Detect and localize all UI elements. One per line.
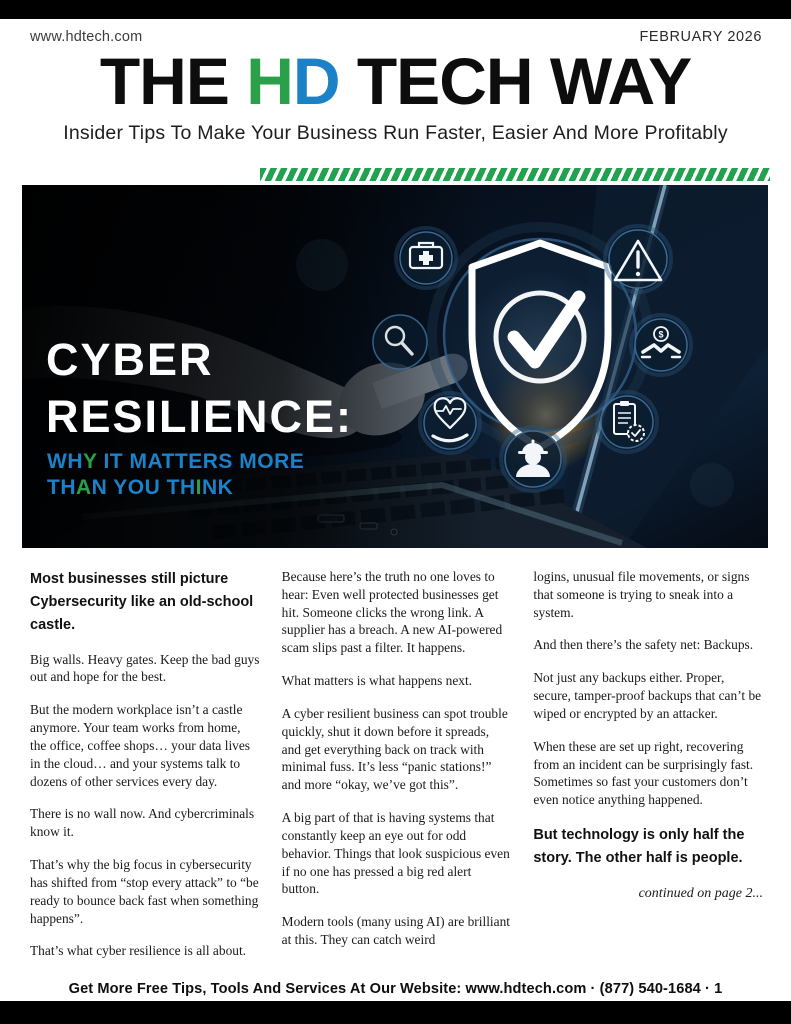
subtitle-seg: IT MATTERS MORE (97, 450, 305, 473)
hero-image (22, 185, 768, 548)
hero-subtitle (47, 449, 304, 501)
safety-worker-icon (501, 427, 565, 491)
heart-pulse-hand-icon (420, 393, 480, 453)
website-url: www.hdtech.com (30, 29, 143, 45)
diagonal-stripes-banner (260, 168, 770, 181)
paragraph: And then there’s the safety net: Backups. (533, 637, 754, 653)
article-column-3 (533, 568, 763, 975)
masthead-title (0, 44, 791, 118)
column3-heading: But technology is only half the story. The other half is people. (533, 827, 745, 867)
paragraph: There is no wall now. And cybercriminals know it. (30, 806, 255, 840)
subtitle-seg: TH (47, 476, 76, 499)
paragraph: Big walls. Heavy gates. Keep the bad guys out and hope for the best. (30, 651, 260, 685)
paragraph: That’s what cyber resilience is all about. (30, 943, 247, 959)
money-handshake-icon (631, 315, 691, 375)
bottom-black-bar (0, 1001, 791, 1024)
masthead-letter-d: D (292, 44, 340, 118)
hero-title-line1: CYBER (46, 334, 214, 385)
bokeh-dot (690, 463, 734, 507)
masthead-part2: TECH WAY (339, 44, 692, 118)
paragraph: When these are set up right, recovering from an incident can be surprisingly fast. Sometimes so fast your customers don’t even notice anything happened. (533, 738, 754, 808)
paragraph: Not just any backups either. Proper, secure, tamper-proof backups that can’t be wiped or encrypted by an attacker. (533, 670, 762, 721)
hero-subtitle-line2 (47, 475, 304, 501)
svg-text:$: $ (658, 329, 664, 340)
column1-heading: Most businesses still picture Cybersecurity like an old-school castle. (30, 571, 254, 634)
paragraph: Because here’s the truth no one loves to hear: Even well protected businesses get hit. Someone clicks the wrong link. A supplier has a breach. A new AI-powered scam slips past a filter. It happens. (281, 569, 503, 656)
paragraph: logins, unusual file movements, or signs that someone is trying to sneak into a system. (533, 569, 750, 620)
paragraph: That’s why the big focus in cybersecurity has shifted from “stop every attack” to “be ready to bounce back fast when something happens”. (30, 857, 259, 926)
warning-triangle-icon (605, 226, 671, 292)
paragraph: Modern tools (many using AI) are brilliant at this. They can catch weird (281, 914, 511, 948)
issue-date: FEBRUARY 2026 (639, 29, 762, 45)
masthead-letter-h: H (246, 44, 293, 118)
paragraph: What matters is what happens next. (281, 673, 473, 689)
document-magnifier-icon (373, 315, 427, 369)
hero-title (46, 331, 353, 445)
continued-on-page: continued on page 2... (638, 886, 764, 902)
footer-contact-line: Get More Free Tips, Tools And Services At Our Website: www.hdtech.com · (877) 540-1684 · 1 (68, 981, 723, 997)
tagline: Insider Tips To Make Your Business Run Faster, Easier And More Profitably (63, 122, 728, 144)
masthead-part1: THE (99, 44, 247, 118)
checklist-gear-icon (597, 392, 657, 452)
hero-title-line2: RESILIENCE: (46, 391, 354, 442)
subtitle-seg: NK (201, 476, 234, 499)
bokeh-dot (296, 239, 348, 291)
first-aid-kit-icon (396, 228, 456, 288)
subtitle-seg-green: Y (83, 450, 98, 473)
paragraph: But the modern workplace isn’t a castle anymore. Your team works from home, the office, coffee shops… your data lives in the cloud… and your systems talk to dozens of other services every day. (30, 702, 251, 789)
article-columns (30, 568, 763, 975)
hero-subtitle-line1 (47, 449, 304, 475)
subtitle-seg: WH (47, 450, 83, 473)
subtitle-seg: N YOU TH (91, 476, 196, 499)
article-column-2 (282, 568, 512, 975)
subtitle-seg-green: I (195, 476, 202, 499)
article-column-1 (30, 568, 260, 975)
subtitle-seg-green: A (76, 476, 92, 499)
paragraph: A big part of that is having systems that constantly keep an eye out for odd behavior. Things that look suspicious even if no one has pressed a big red alert button. (281, 810, 510, 897)
top-black-bar (0, 0, 791, 19)
paragraph: A cyber resilient business can spot trouble quickly, shut it down before it spreads, and get everything back on track with minimal fuss. It’s less “panic stations!” and more “okay, we’ve got this”. (281, 705, 508, 793)
